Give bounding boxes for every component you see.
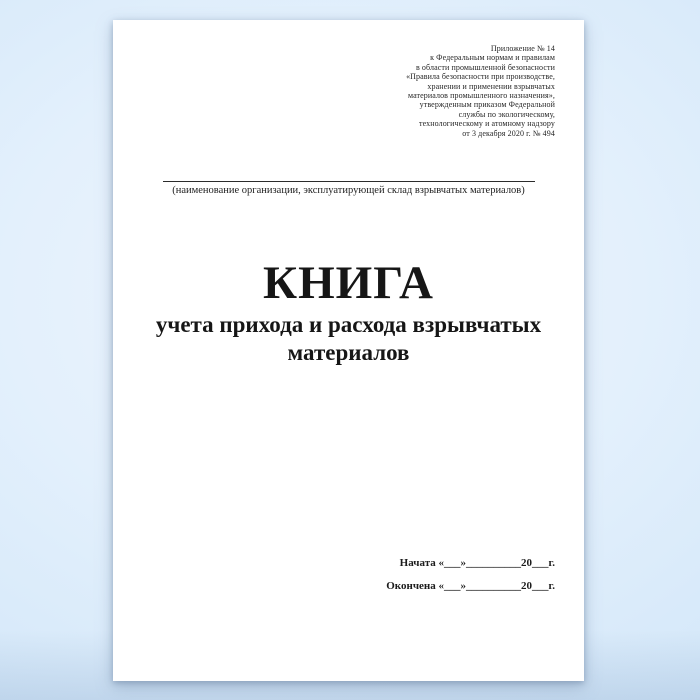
appendix-line: утвержденным приказом Федеральной bbox=[419, 100, 555, 110]
appendix-reference-block bbox=[406, 44, 555, 138]
document-subtitle bbox=[113, 311, 584, 367]
appendix-line: к Федеральным нормам и правилам bbox=[430, 53, 555, 63]
appendix-line: Приложение № 14 bbox=[490, 44, 555, 53]
organization-section bbox=[113, 181, 584, 196]
organization-caption: (наименование организации, эксплуатирующей склад взрывчатых материалов) bbox=[172, 185, 525, 196]
organization-fill-line bbox=[163, 181, 535, 182]
appendix-line: «Правила безопасности при производстве, bbox=[406, 72, 555, 82]
subtitle-line: материалов bbox=[287, 340, 410, 365]
subtitle-line: учета прихода и расхода взрывчатых bbox=[155, 312, 542, 337]
appendix-line: от 3 декабря 2020 г. № 494 bbox=[462, 128, 555, 138]
appendix-line: материалов промышленного назначения», bbox=[407, 91, 555, 101]
dates-section bbox=[386, 557, 555, 593]
document-title: КНИГА bbox=[263, 257, 434, 309]
appendix-line: службы по экологическому, bbox=[458, 109, 555, 119]
title-block bbox=[113, 257, 584, 367]
appendix-line: хранении и применении взрывчатых bbox=[427, 81, 555, 91]
date-started-line: Начата «___»__________20___г. bbox=[399, 557, 555, 569]
document-page bbox=[113, 20, 584, 681]
appendix-line: в области промышленной безопасности bbox=[415, 62, 555, 72]
date-finished-line: Окончена «___»__________20___г. bbox=[386, 580, 555, 592]
appendix-line: технологическому и атомному надзору bbox=[418, 119, 555, 129]
